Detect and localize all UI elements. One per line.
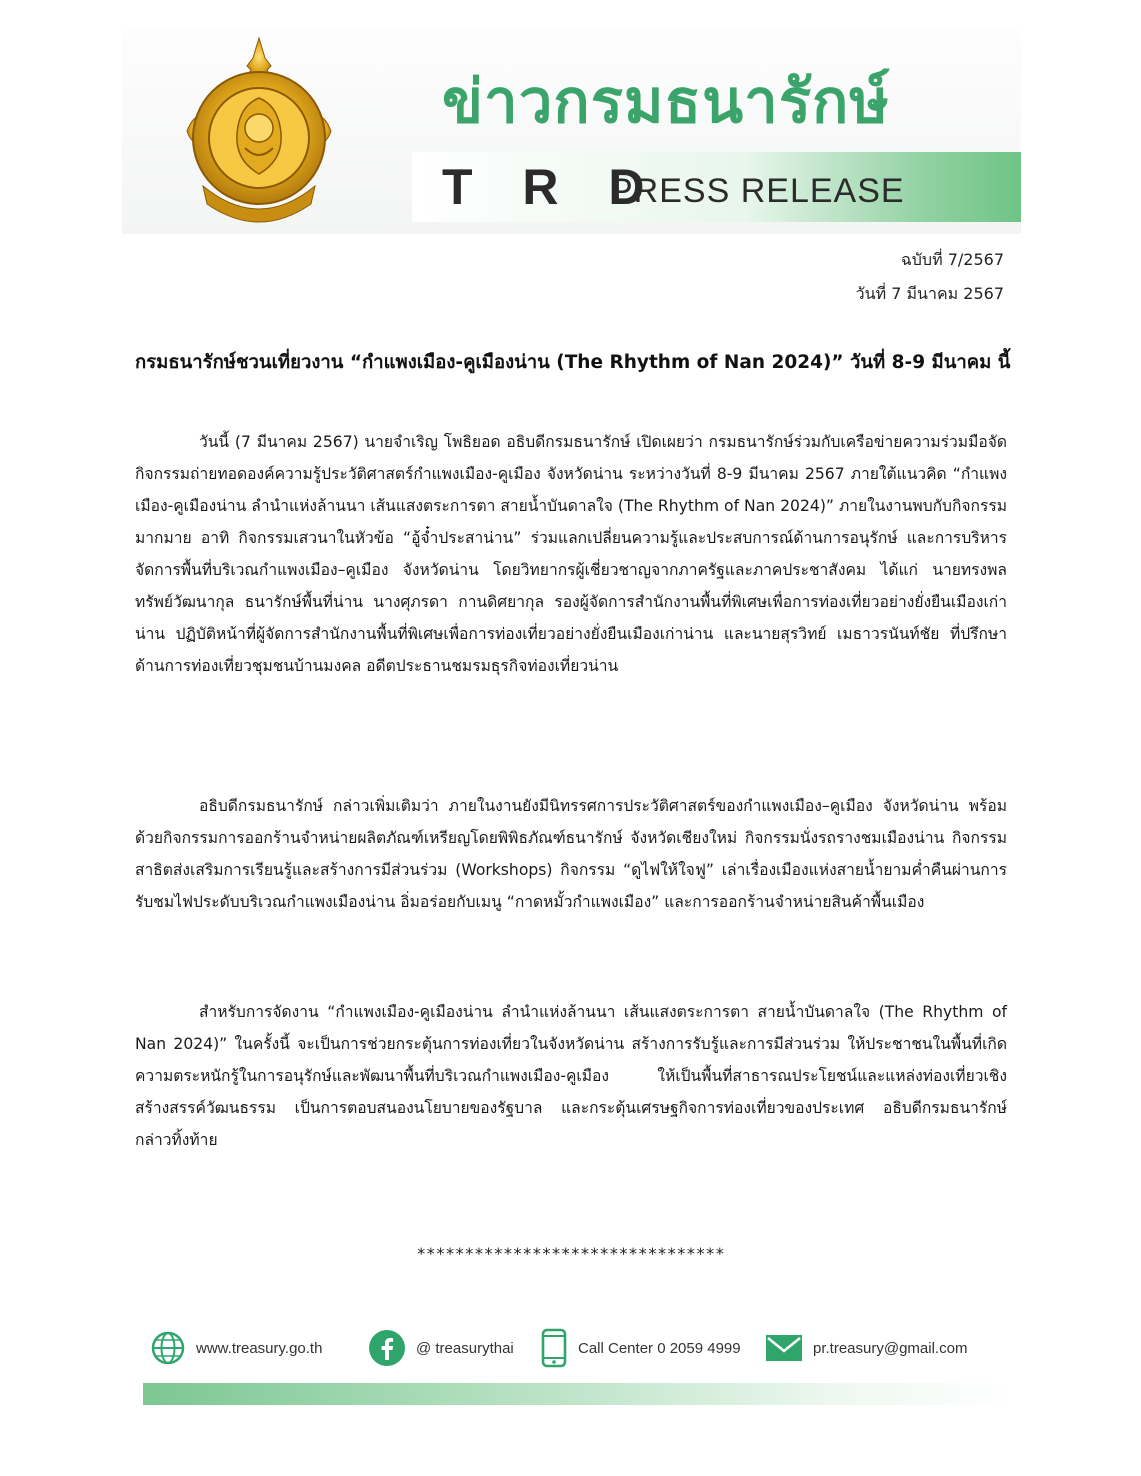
phone-icon: [540, 1328, 568, 1368]
treasury-seal-logo: [179, 36, 339, 231]
header-banner: [122, 30, 1021, 234]
paragraph-3: สำหรับการจัดงาน “กำแพงเมือง-คูเมืองน่าน ลำนำแห่งล้านนา เส้นแสงตระการตา สายน้ำบันดาลใจ (The Rhythm of Nan 2024)” ในครั้งนี้ จะเป็นการช่วยกระตุ้นการท่องเที่ยวในจังหวัดน่าน สร้างการรับรู้และการมีส่วนร่วม ให้ประชาชนในพื้นที่เกิดความตระหนักรู้ในการอนุรักษ์และพัฒนาพื้นที่บริเวณกำแพงเมือง-คูเมือง ให้เป็นพื้นที่สาธารณประโยชน์และแหล่งท่องเที่ยวเชิงสร้างสรรค์วัฒนธรรม เป็นการตอบสนองนโยบายของรัฐบาล และกระตุ้นเศรษฐกิจการท่องเที่ยวของประเทศ อธิบดีกรมธนารักษ์ กล่าวทิ้งท้าย: [135, 1003, 1007, 1149]
facebook-icon: [368, 1329, 406, 1367]
issue-date: วันที่ 7 มีนาคม 2567: [855, 284, 1004, 303]
call-center-text: Call Center 0 2059 4999: [578, 1339, 741, 1357]
footer-call-center[interactable]: [540, 1328, 741, 1368]
email-text: pr.treasury@gmail.com: [813, 1339, 968, 1357]
header-title-thai: ข่าวกรมธนารักษ์: [442, 67, 890, 137]
paragraph-2: อธิบดีกรมธนารักษ์ กล่าวเพิ่มเติมว่า ภายในงานยังมีนิทรรศการประวัติศาสตร์ของกำแพงเมือง–คูเมือง จังหวัดน่าน พร้อมด้วยกิจกรรมการออกร้านจำหน่ายผลิตภัณฑ์เหรียญโดยพิพิธภัณฑ์ธนารักษ์ จังหวัดเชียงใหม่ กิจกรรมนั่งรถรางชมเมืองน่าน กิจกรรมสาธิตส่งเสริมการเรียนรู้และสร้างการมีส่วนร่วม (Workshops) กิจกรรม “ดูไฟให้ใจฟู” เล่าเรื่องเมืองแห่งสายน้ำยามค่ำคืนผ่านการรับชมไฟประดับบริเวณกำแพงเมืองน่าน อิ่มอร่อยกับเมนู “กาดหมั้วกำแพงเมือง” และการออกร้านจำหน่ายสินค้าพื้นเมือง: [135, 797, 1007, 911]
website-text: www.treasury.go.th: [196, 1339, 323, 1357]
email-icon: [765, 1333, 803, 1363]
separator-stars: ********************************: [416, 1244, 725, 1263]
footer-green-bar: [143, 1383, 1015, 1405]
footer-facebook[interactable]: [368, 1328, 514, 1368]
footer-contacts: [150, 1328, 990, 1368]
issue-number: ฉบับที่ 7/2567: [900, 250, 1004, 269]
footer-email[interactable]: [765, 1328, 967, 1368]
header-trd-letters: T R D: [442, 159, 663, 215]
footer-website[interactable]: [150, 1328, 322, 1368]
facebook-text: @ treasurythai: [416, 1339, 514, 1357]
globe-icon: [150, 1330, 186, 1366]
page-title: กรมธนารักษ์ชวนเที่ยวงาน “กำแพงเมือง-คูเมืองน่าน (The Rhythm of Nan 2024)” วันที่ 8-9 มีนาคม นี้: [135, 352, 1011, 373]
header-press-release: PRESS RELEASE: [610, 172, 905, 210]
paragraph-1: วันนี้ (7 มีนาคม 2567) นายจำเริญ โพธิยอด อธิบดีกรมธนารักษ์ เปิดเผยว่า กรมธนารักษ์ร่วมกับเครือข่ายความร่วมมือจัดกิจกรรมถ่ายทอดองค์ความรู้ประวัติศาสตร์กำแพงเมือง-คูเมือง จังหวัดน่าน ระหว่างวันที่ 8-9 มีนาคม 2567 ภายใต้แนวคิด “กำแพงเมือง-คูเมืองน่าน ลำนำแห่งล้านนา เส้นแสงตระการตา สายน้ำบันดาลใจ (The Rhythm of Nan 2024)” ภายในงานพบกับกิจกรรมมากมาย อาทิ กิจกรรมเสวนาในหัวข้อ “อู้จ๋ำประสาน่าน” ร่วมแลกเปลี่ยนความรู้และประสบการณ์ด้านการอนุรักษ์ และการบริหารจัดการพื้นที่บริเวณกำแพงเมือง–คูเมือง จังหวัดน่าน โดยวิทยากรผู้เชี่ยวชาญจากภาครัฐและภาคประชาสังคม ได้แก่ นายทรงพล ทรัพย์วัฒนากุล ธนารักษ์พื้นที่น่าน นางศุภรดา กานดิศยากุล รองผู้จัดการสำนักงานพื้นที่พิเศษเพื่อการท่องเที่ยวอย่างยั่งยืนเมืองเก่าน่าน ปฏิบัติหน้าที่ผู้จัดการสำนักงานพื้นที่พิเศษเพื่อการท่องเที่ยวอย่างยั่งยืนเมืองเก่าน่าน และนายสุรวิทย์ เมธาวรนันท์ชัย ที่ปรึกษาด้านการท่องเที่ยวชุมชนบ้านมงคล อดีตประธานชมรมธุรกิจท่องเที่ยวน่าน: [135, 433, 1007, 675]
